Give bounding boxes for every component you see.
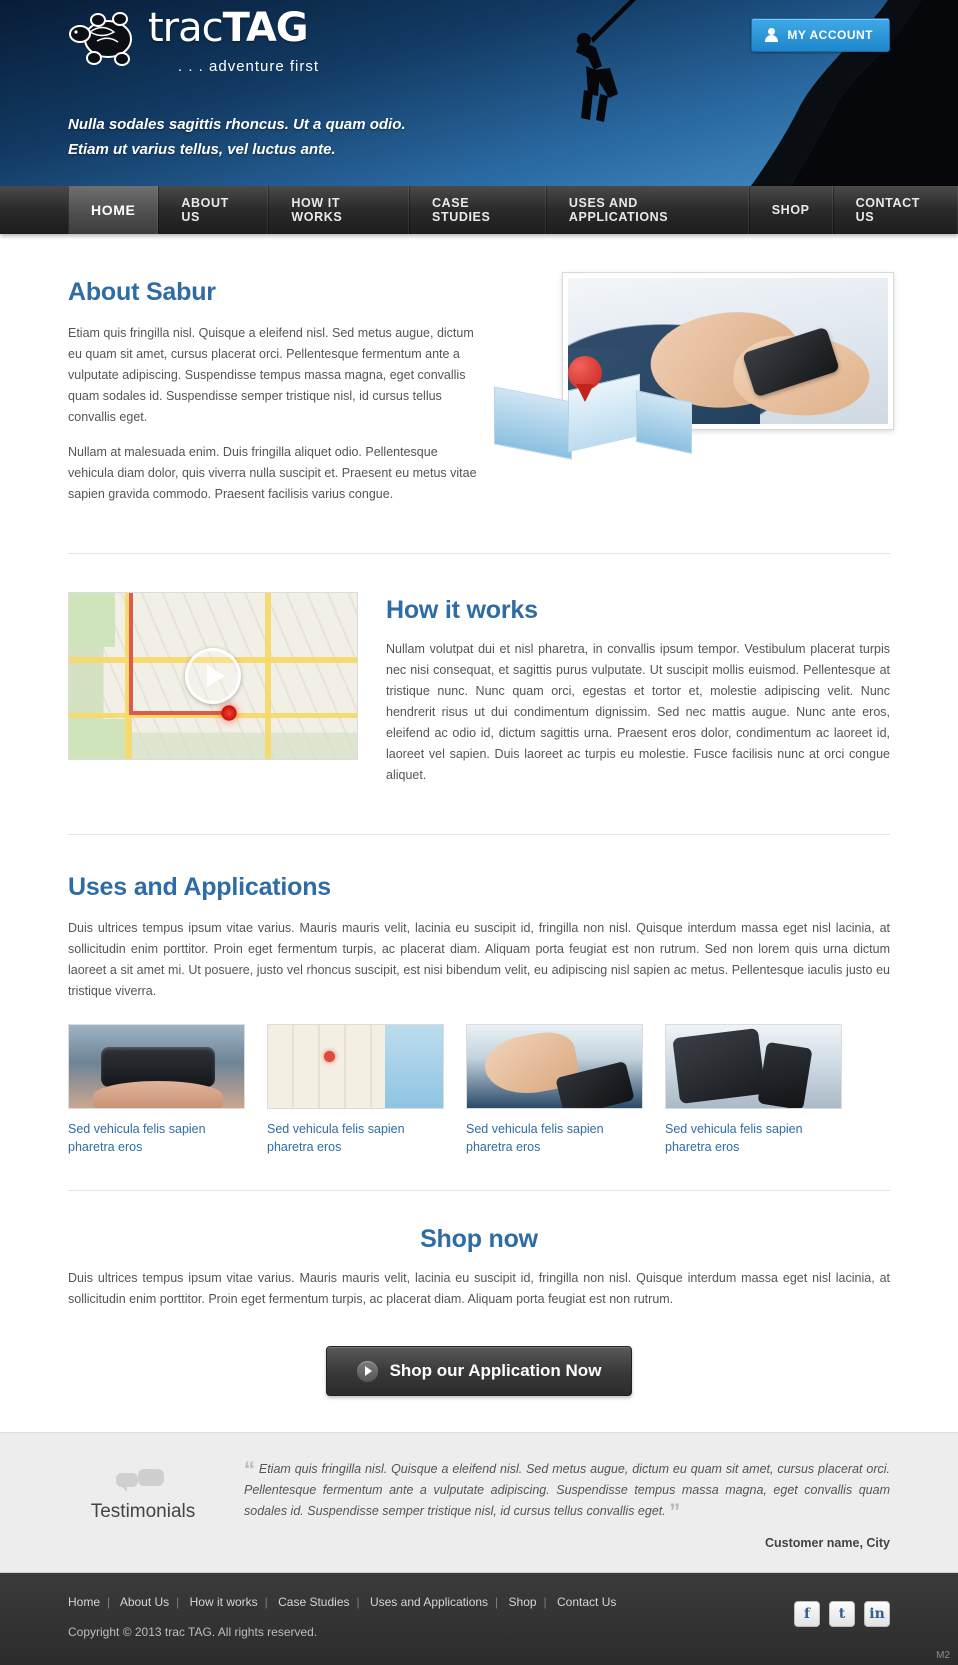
- speech-bubbles-icon: [68, 1469, 218, 1495]
- map-pin-icon: [568, 356, 602, 402]
- smartphone-touch-photo[interactable]: [466, 1024, 643, 1109]
- nav-label: HOME: [91, 202, 136, 218]
- quote-open-icon: “: [244, 1457, 255, 1482]
- current-location-dot-icon: [221, 705, 237, 721]
- how-it-works-section: [68, 554, 890, 800]
- facebook-icon[interactable]: f: [794, 1601, 820, 1627]
- footer-separator: |: [264, 1595, 268, 1609]
- tablet-and-phone-photo[interactable]: [665, 1024, 842, 1109]
- nav-item-contact-us[interactable]: [833, 186, 958, 234]
- about-paragraph-2: Nullam at malesuada enim. Duis fringilla aliquet odio. Pellentesque vehicula diam dolor, quis viverra nulla suscipit et. Praesent eu metus vitae sapien gravida commodo. Praesent facilisis varius congue.: [68, 445, 477, 501]
- testimonials-section: [0, 1432, 958, 1573]
- main-navigation: [0, 186, 958, 234]
- user-icon: [764, 28, 779, 43]
- nav-item-how-it-works[interactable]: [268, 186, 409, 234]
- header-tagline-line1: Nulla sodales sagittis rhoncus. Ut a quam odio.: [68, 116, 406, 133]
- footer-link-uses-and-applications[interactable]: Uses and Applications: [369, 1595, 489, 1609]
- city-map-photo[interactable]: [267, 1024, 444, 1109]
- card-caption[interactable]: Sed vehicula felis sapien pharetra eros: [267, 1122, 405, 1154]
- how-it-works-title: How it works: [386, 596, 538, 624]
- footer-link-how-it-works[interactable]: How it works: [189, 1595, 258, 1609]
- uses-and-applications-section: [68, 835, 890, 1156]
- nav-label: CONTACT US: [855, 196, 920, 224]
- arrow-right-icon: [357, 1361, 378, 1382]
- footer-separator: |: [107, 1595, 111, 1609]
- shop-button-label: Shop our Application Now: [389, 1361, 602, 1380]
- nav-label: ABOUT US: [181, 196, 229, 224]
- list-item[interactable]: [665, 1024, 842, 1156]
- footer-separator: |: [356, 1595, 360, 1609]
- testimonials-title: Testimonials: [90, 1501, 196, 1522]
- about-paragraph-1: Etiam quis fringilla nisl. Quisque a eleifend nisl. Sed metus augue, dictum eu quam sit amet, cursus placerat orci. Pellentesque fermentum ante a vulputate adipiscing. Suspendisse tempus massa magna, eget convallis quam sodales id. Suspendisse semper tristique nisl, id cursus tellus convallis eget.: [68, 326, 474, 424]
- nav-item-about-us[interactable]: [158, 186, 268, 234]
- testimonial-quote: [244, 1459, 890, 1522]
- list-item[interactable]: [466, 1024, 643, 1156]
- card-caption[interactable]: Sed vehicula felis sapien pharetra eros: [665, 1122, 803, 1154]
- footer-link-shop[interactable]: Shop: [508, 1595, 537, 1609]
- header-tagline-line2: Etiam ut varius tellus, vel luctus ante.: [68, 141, 336, 158]
- list-item[interactable]: [267, 1024, 444, 1156]
- shop-body: Duis ultrices tempus ipsum vitae varius. Mauris mauris velit, lacinia eu suscipit id, fringilla non nisl. Quisque interdum massa eget nisl lacinia, at sollicitudin enim porttitor. Proin eget fermentum turpis, ac placerat diam. Aliquam porta feugiat est non rutrum.: [68, 1271, 890, 1306]
- card-caption[interactable]: Sed vehicula felis sapien pharetra eros: [68, 1122, 206, 1154]
- map-route-video-thumbnail[interactable]: [68, 592, 358, 760]
- nav-item-case-studies[interactable]: [409, 186, 546, 234]
- turtle-logo-icon: [68, 8, 142, 70]
- footer-link-about-us[interactable]: About Us: [119, 1595, 170, 1609]
- nav-item-home[interactable]: [68, 186, 158, 234]
- nav-item-shop[interactable]: [749, 186, 833, 234]
- nav-item-uses-and-applications[interactable]: [546, 186, 749, 234]
- footer-link-home[interactable]: Home: [68, 1595, 101, 1609]
- brand-tagline: . . . adventure first: [178, 58, 320, 75]
- play-icon[interactable]: [185, 648, 241, 704]
- main-content: [0, 234, 958, 1396]
- site-header: [0, 0, 958, 186]
- nav-label: CASE STUDIES: [432, 196, 491, 224]
- footer-links: [68, 1595, 890, 1609]
- nav-label: HOW IT WORKS: [291, 196, 343, 224]
- folded-map-graphic: [494, 356, 694, 476]
- shop-our-application-button[interactable]: [326, 1346, 633, 1396]
- my-account-button[interactable]: [751, 18, 890, 52]
- corner-tag: M2: [936, 1650, 950, 1661]
- uses-title: Uses and Applications: [68, 873, 331, 901]
- quote-close-icon: ”: [669, 1499, 681, 1524]
- about-section: [68, 234, 890, 519]
- uses-card-list: [68, 1024, 890, 1156]
- shop-now-section: [68, 1191, 890, 1396]
- testimonial-author: Customer name, City: [764, 1536, 890, 1550]
- my-account-label: MY ACCOUNT: [787, 28, 873, 42]
- social-links: [794, 1601, 890, 1627]
- twitter-icon[interactable]: t: [829, 1601, 855, 1627]
- header-tagline: [68, 112, 406, 162]
- footer-separator: |: [543, 1595, 547, 1609]
- about-title: About Sabur: [68, 278, 216, 306]
- footer-copyright: Copyright © 2013 trac TAG. All rights reserved.: [68, 1625, 318, 1639]
- site-footer: [0, 1573, 958, 1665]
- binoculars-photo[interactable]: [68, 1024, 245, 1109]
- shop-title: Shop now: [420, 1225, 538, 1253]
- uses-intro: Duis ultrices tempus ipsum vitae varius. Mauris mauris velit, lacinia eu suscipit id, fringilla non nisl. Quisque interdum massa eget nisl lacinia, at sollicitudin enim porttitor. Proin eget fermentum turpis, ac placerat diam. Aliquam porta feugiat est non rutrum. Sed non lorem quis urna dictum laoreet a sit amet mi. Ut posuere, justo vel rhoncus suscipit, est nisi bibendum velit, eu adipiscing nisl sapien ac metus. Pellentesque iaculis justo eu tristique viverra.: [68, 921, 890, 998]
- footer-link-case-studies[interactable]: Case Studies: [278, 1595, 350, 1609]
- brand-name: tracTAG: [148, 5, 308, 51]
- nav-label: USES AND APPLICATIONS: [568, 196, 669, 224]
- footer-separator: |: [176, 1595, 180, 1609]
- footer-separator: |: [495, 1595, 499, 1609]
- how-it-works-body: Nullam volutpat dui et nisl pharetra, in convallis ipsum tempor. Vestibulum placerat turpis nec nisi consequat, et sagittis purus vulputate. Ut suscipit mollis euismod. Pellentesque at tristique nunc. Nunc quam orci, egestas et tortor et, molestie adipiscing velit. Nunc hendrerit risus ut dui condimentum dignissim. Sed nec mattis augue. Nunc ante eros, eleifend ac odio id, dictum sagittis urna. Praesent eros dolor, condimentum ac laoreet id, laoreet vel sapien. Duis laoreet ac turpis eu molestie. Fusce facilisis nunc at orci congue aliquet.: [386, 642, 890, 782]
- nav-label: SHOP: [771, 203, 810, 217]
- testimonial-quote-text: Etiam quis fringilla nisl. Quisque a eleifend nisl. Sed metus augue, dictum eu quam sit amet, cursus placerat orci. Pellentesque fermentum ante a vulputate adipiscing. Suspendisse tempus massa magna, eget convallis quam sodales id. Suspendisse semper tristique nisl, id cursus tellus convallis eget.: [244, 1462, 890, 1518]
- about-illustration: [494, 272, 890, 487]
- logo[interactable]: [68, 6, 319, 75]
- footer-link-contact-us[interactable]: Contact Us: [557, 1595, 617, 1609]
- card-caption[interactable]: Sed vehicula felis sapien pharetra eros: [466, 1122, 604, 1154]
- linkedin-icon[interactable]: in: [864, 1601, 890, 1627]
- list-item[interactable]: [68, 1024, 245, 1156]
